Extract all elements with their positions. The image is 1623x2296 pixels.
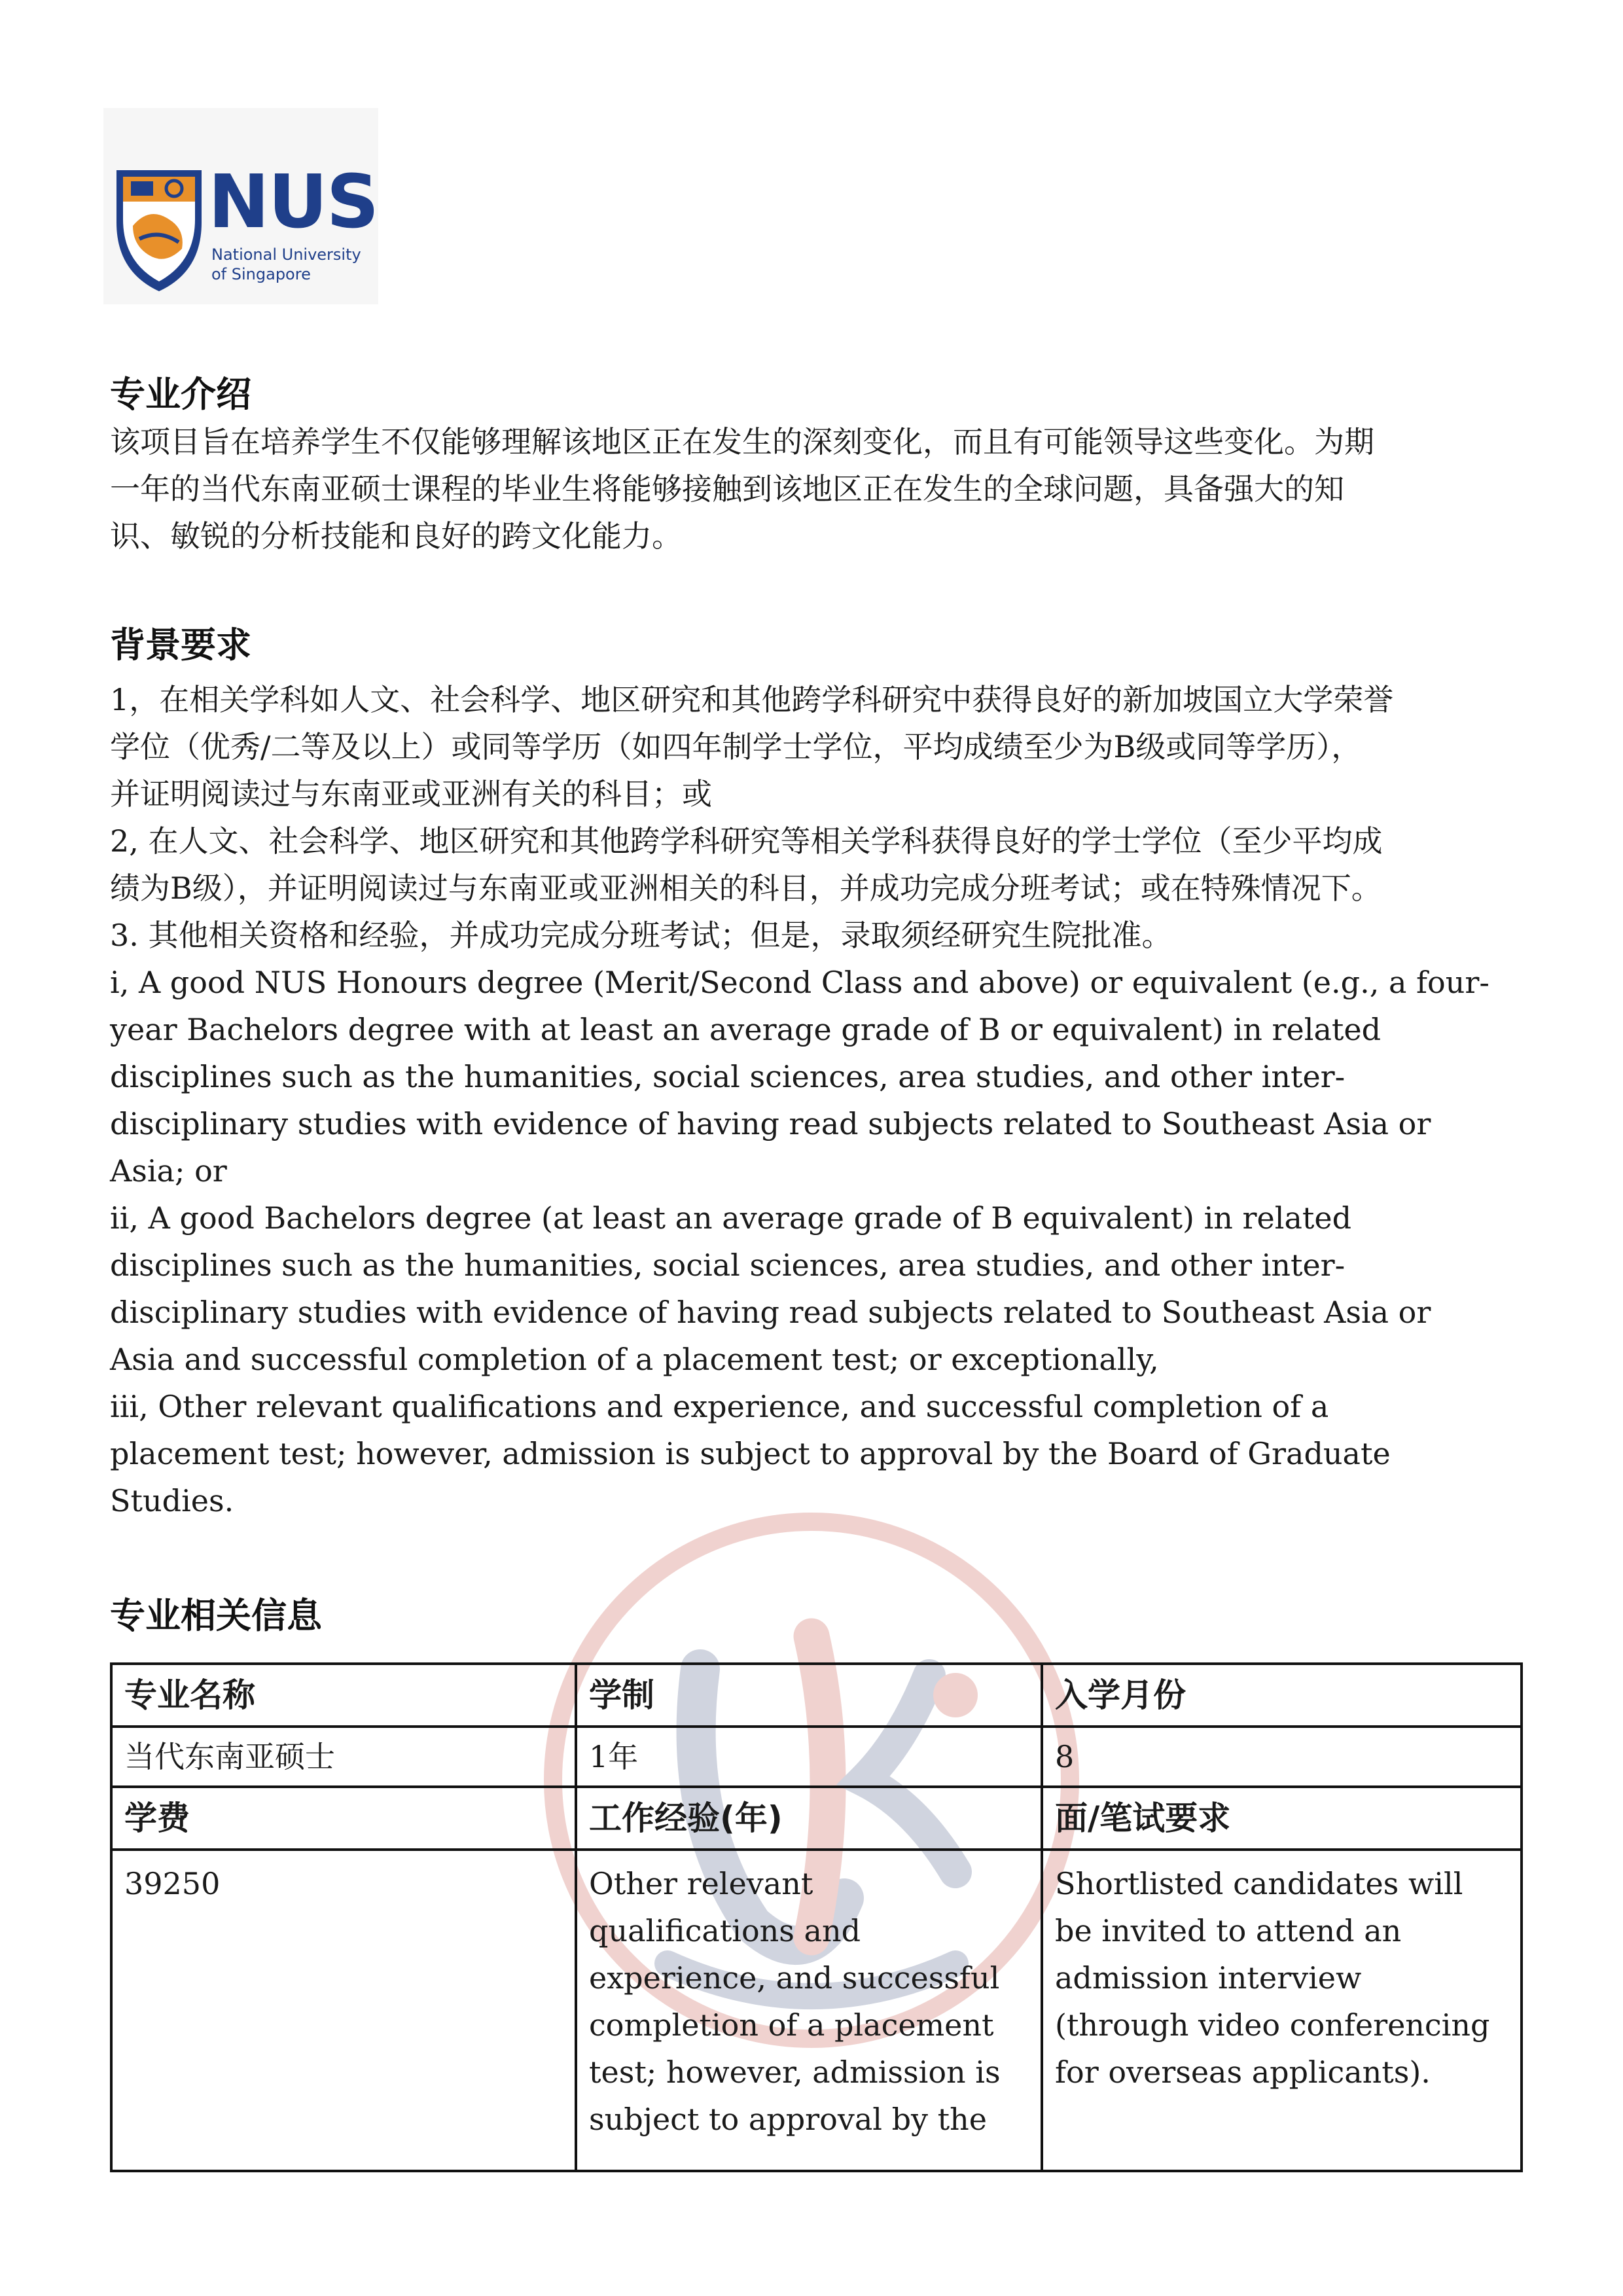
work-experience-line: completion of a placement: [589, 2007, 994, 2043]
interview-line: admission interview: [1055, 1960, 1362, 1996]
header-work-experience: 工作经验(年): [576, 1787, 1042, 1850]
intro-title: 专业介绍: [110, 374, 251, 415]
intro-line: 该项目旨在培养学生不仅能够理解该地区正在发生的深刻变化，而且有可能领导这些变化。为期: [110, 424, 1374, 459]
value-program-name: 当代东南亚硕士: [111, 1727, 576, 1787]
background-line: 1，在相关学科如人文、社会科学、地区研究和其他跨学科研究中获得良好的新加坡国立大学荣誉: [110, 682, 1394, 717]
interview-line: for overseas applicants).: [1055, 2054, 1431, 2090]
background-line: year Bachelors degree with at least an average grade of B or equivalent) in related: [110, 1012, 1382, 1047]
logo-wordmark: NUS: [208, 160, 378, 245]
document-content: [110, 363, 1524, 2137]
intro-line: 识、敏锐的分析技能和良好的跨文化能力。: [110, 518, 682, 554]
background-line: 学位（优秀/二等及以上）或同等学历（如四年制学士学位，平均成绩至少为B级或同等学历），: [110, 729, 1362, 764]
work-experience-line: test; however, admission is: [589, 2054, 1001, 2090]
value-duration: 1年: [576, 1727, 1042, 1787]
header-intake-month: 入学月份: [1042, 1664, 1522, 1727]
header-duration: 学制: [576, 1664, 1042, 1727]
table-row: [111, 1850, 1522, 2171]
value-interview-requirement: [1042, 1850, 1522, 2171]
logo-subtitle-line2: of Singapore: [211, 265, 311, 283]
background-line: 2, 在人文、社会科学、地区研究和其他跨学科研究等相关学科获得良好的学士学位（至少平均成: [110, 823, 1383, 859]
logo-subtitle-line1: National University: [211, 245, 361, 264]
info-title: 专业相关信息: [110, 1595, 322, 1636]
background-line: disciplines such as the humanities, social sciences, area studies, and other inter-: [110, 1059, 1346, 1094]
background-line: ii, A good Bachelors degree (at least an average grade of B equivalent) in related: [110, 1200, 1352, 1236]
background-line: Asia; or: [110, 1153, 227, 1189]
table-row: [111, 1727, 1522, 1787]
work-experience-line: subject to approval by the: [589, 2102, 987, 2137]
background-line: disciplinary studies with evidence of having read subjects related to Southeast Asia or: [110, 1295, 1431, 1330]
background-line: i, A good NUS Honours degree (Merit/Second Class and above) or equivalent (e.g., a four-: [110, 965, 1489, 1000]
value-intake-month: 8: [1042, 1727, 1522, 1787]
background-line: disciplinary studies with evidence of having read subjects related to Southeast Asia or: [110, 1106, 1431, 1141]
header-interview-requirement: 面/笔试要求: [1042, 1787, 1522, 1850]
header-program-name: 专业名称: [111, 1664, 576, 1727]
background-line: 并证明阅读过与东南亚或亚洲有关的科目；或: [110, 776, 712, 812]
header-tuition: 学费: [111, 1787, 576, 1850]
interview-line: Shortlisted candidates will: [1055, 1866, 1463, 1901]
background-line: placement test; however, admission is subject to approval by the Board of Graduate: [110, 1436, 1391, 1471]
work-experience-line: Other relevant: [589, 1866, 813, 1901]
work-experience-line: qualifications and: [589, 1913, 861, 1948]
background-title: 背景要求: [110, 624, 251, 666]
nus-logo: [103, 108, 378, 304]
work-experience-line: experience, and successful: [589, 1960, 1000, 1996]
table-header-row: [111, 1787, 1522, 1850]
value-tuition: 39250: [111, 1850, 576, 2171]
interview-line: be invited to attend an: [1055, 1913, 1402, 1948]
background-line: 3. 其他相关资格和经验，并成功完成分班考试；但是，录取须经研究生院批准。: [110, 918, 1172, 953]
background-paragraph: [110, 676, 1524, 1524]
value-work-experience: [576, 1850, 1042, 2171]
background-line: Asia and successful completion of a placement test; or exceptionally,: [110, 1342, 1159, 1377]
intro-paragraph: [110, 418, 1524, 560]
background-line: disciplines such as the humanities, social sciences, area studies, and other inter-: [110, 1247, 1346, 1283]
intro-line: 一年的当代东南亚硕士课程的毕业生将能够接触到该地区正在发生的全球问题，具备强大的知: [110, 471, 1344, 507]
background-line: iii, Other relevant qualifications and experience, and successful completion of a: [110, 1389, 1329, 1424]
interview-line: (through video conferencing: [1055, 2007, 1490, 2043]
program-info-table: [110, 1662, 1523, 2172]
table-header-row: [111, 1664, 1522, 1727]
background-line: 绩为B级），并证明阅读过与东南亚或亚洲相关的科目，并成功完成分班考试；或在特殊情况下。: [110, 870, 1382, 906]
background-line: Studies.: [110, 1483, 234, 1518]
